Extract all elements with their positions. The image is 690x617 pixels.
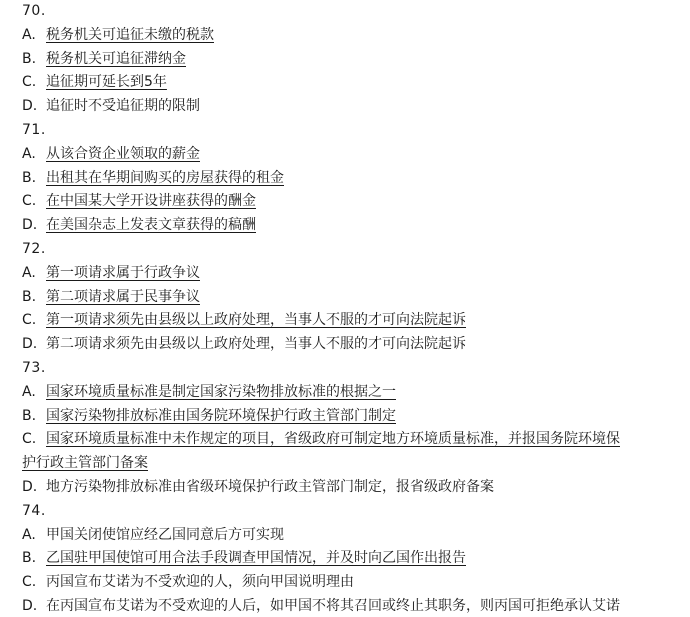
option-letter: A. <box>22 526 36 543</box>
option-letter: A. <box>22 264 36 281</box>
answer-option <box>22 214 256 236</box>
option-letter: A. <box>22 383 36 400</box>
option-letter: A. <box>22 145 36 162</box>
answer-option <box>22 524 284 546</box>
question-number: 73. <box>22 360 46 376</box>
option-text: 追征时不受追征期的限制 <box>46 98 200 115</box>
option-letter: B. <box>22 50 37 67</box>
answer-option <box>22 48 186 70</box>
question-number: 70. <box>22 3 46 19</box>
option-letter: B. <box>22 288 37 305</box>
option-letter: B. <box>22 407 37 424</box>
answer-option <box>22 333 466 355</box>
answer-option <box>22 71 167 93</box>
answer-option <box>22 309 466 331</box>
answer-option <box>22 428 620 450</box>
option-text: 乙国驻甲国使馆可用合法手段调查甲国情况，并及时向乙国作出报告 <box>46 550 466 567</box>
option-text: 国家环境质量标准是制定国家污染物排放标准的根据之一 <box>46 383 396 400</box>
option-text: 地方污染物排放标准由省级环境保护行政主管部门制定，报省级政府备案 <box>46 479 494 495</box>
option-text-continued: 护行政主管部门备案 <box>22 455 148 472</box>
option-text: 第一项请求属于行政争议 <box>46 264 200 281</box>
option-text: 国家环境质量标准中未作规定的项目，省级政府可制定地方环境质量标准，并报国务院环境保 <box>46 431 620 448</box>
option-text: 第二项请求须先由县级以上政府处理，当事人不服的才可向法院起诉 <box>46 336 466 353</box>
option-text: 第二项请求属于民事争议 <box>46 288 200 305</box>
question-number-line <box>22 0 46 22</box>
answer-option <box>22 190 256 212</box>
question-number-line <box>22 238 46 260</box>
option-letter: D. <box>22 479 38 495</box>
option-letter: D. <box>22 336 38 353</box>
question-number: 71. <box>22 122 46 138</box>
answer-option <box>22 547 466 569</box>
question-number-line <box>22 357 46 379</box>
option-letter: C. <box>22 312 37 329</box>
answer-option <box>22 262 200 284</box>
answer-option <box>22 286 200 308</box>
option-text: 国家污染物排放标准由国务院环境保护行政主管部门制定 <box>46 407 396 424</box>
answer-option-continuation <box>22 452 148 474</box>
option-text: 出租其在华期间购买的房屋获得的租金 <box>46 169 284 186</box>
question-number-line <box>22 500 46 522</box>
option-letter: C. <box>22 74 37 91</box>
question-number: 74. <box>22 502 46 519</box>
answer-option <box>22 595 620 617</box>
option-text: 在丙国宣布艾诺为不受欢迎的人后，如甲国不将其召回或终止其职务，则丙国可拒绝承认艾诺 <box>46 598 620 614</box>
answer-option <box>22 143 200 165</box>
option-letter: C. <box>22 193 37 210</box>
option-letter: B. <box>22 550 37 567</box>
answer-option <box>22 167 284 189</box>
option-text: 丙国宣布艾诺为不受欢迎的人，须向甲国说明理由 <box>46 574 354 591</box>
option-text: 甲国关闭使馆应经乙国同意后方可实现 <box>46 526 284 543</box>
option-letter: B. <box>22 169 37 186</box>
option-letter: A. <box>22 26 36 43</box>
option-letter: D. <box>22 598 38 614</box>
answer-option <box>22 405 396 427</box>
answer-option <box>22 95 200 117</box>
option-letter: D. <box>22 217 38 234</box>
answer-option <box>22 571 354 593</box>
option-text: 从该合资企业领取的薪金 <box>46 145 200 162</box>
option-text: 税务机关可追征滞纳金 <box>46 50 186 67</box>
answer-option <box>22 24 214 46</box>
option-text: 追征期可延长到5年 <box>46 74 167 91</box>
answer-option <box>22 476 494 498</box>
option-text: 税务机关可追征未缴的税款 <box>46 26 214 43</box>
question-number: 72. <box>22 241 46 257</box>
option-text: 第一项请求须先由县级以上政府处理，当事人不服的才可向法院起诉 <box>46 312 466 329</box>
option-text: 在美国杂志上发表文章获得的稿酬 <box>46 217 256 234</box>
answer-option <box>22 381 396 403</box>
question-number-line <box>22 119 46 141</box>
option-text: 在中国某大学开设讲座获得的酬金 <box>46 193 256 210</box>
option-letter: C. <box>22 431 37 448</box>
option-letter: C. <box>22 574 37 591</box>
option-letter: D. <box>22 98 38 115</box>
